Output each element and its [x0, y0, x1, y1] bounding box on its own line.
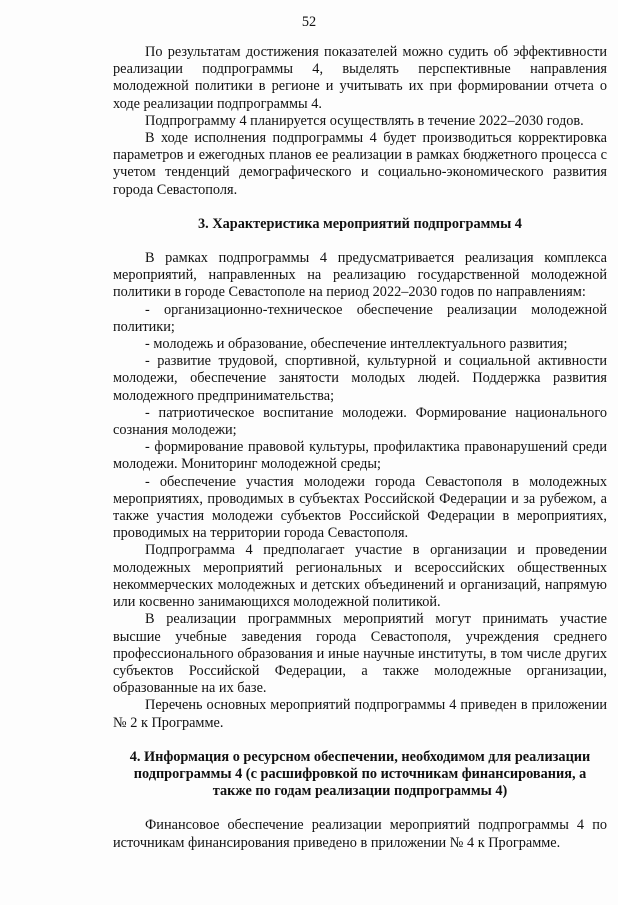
- intro-paragraph: По результатам достижения показателей можно судить об эффективности реализации подпрограммы 4, выделять перспективные направления молодежной политики в регионе и учитывать их при формировании отчета о ходе реализации подпрограммы 4.: [113, 44, 607, 112]
- direction-item: - патриотическое воспитание молодежи. Формирование национального сознания молодежи;: [113, 404, 607, 439]
- direction-item: - формирование правовой культуры, профилактика правонарушений среди молодежи. Мониторинг молодежной среды;: [113, 439, 607, 473]
- direction-item: - организационно-техническое обеспечение реализации молодежной политики;: [113, 301, 607, 335]
- section-4-paragraph: Финансовое обеспечение реализации мероприятий подпрограммы 4 по источникам финансирования приведено в приложении № 4 к Программе.: [113, 817, 607, 851]
- page-number: 52: [301, 14, 317, 30]
- section-3-paragraph: В реализации программных мероприятий могут принимать участие высшие учебные заведения города Севастополя, учреждения среднего профессионального образования и иные научные институты, в том числе других субъектов Российской Федерации, а также молодежные организации, образованные на их базе.: [113, 611, 607, 697]
- intro-paragraph: Подпрограмму 4 планируется осуществлять в течение 2022–2030 годов.: [145, 112, 584, 129]
- direction-item: - развитие трудовой, спортивной, культурной и социальной активности молодежи, обеспечение занятости молодых людей. Поддержка развития молодежного предпринимательства;: [113, 353, 607, 404]
- section-3-lead: В рамках подпрограммы 4 предусматривается реализация комплекса мероприятий, направленных на реализацию государственной молодежной политики в городе Севастополе на период 2022–2030 годов по направлениям:: [113, 250, 607, 301]
- section-3-heading: 3. Характеристика мероприятий подпрограммы 4: [198, 215, 522, 232]
- page-body: [113, 44, 607, 852]
- intro-paragraph: В ходе исполнения подпрограммы 4 будет производиться корректировка параметров и ежегодных планов ее реализации в рамках бюджетного процесса с учетом тенденций демографического и социально-экономического развития города Севастополя.: [113, 130, 607, 198]
- section-4-heading: 4. Информация о ресурсном обеспечении, необходимом для реализации подпрограммы 4 (с расшифровкой по источникам финансирования, а также по годам реализации подпрограммы 4): [129, 748, 591, 800]
- section-3-paragraph: Подпрограмма 4 предполагает участие в организации и проведении молодежных мероприятий региональных и всероссийских общественных некоммерческих молодежных и детских объединений и организаций, напрямую или косвенно занимающихся молодежной политикой.: [113, 542, 607, 611]
- direction-item: - обеспечение участия молодежи города Севастополя в молодежных мероприятиях, проводимых в субъектах Российской Федерации и за рубежом, а также участия молодежи субъектов Российской Федерации в мероприятиях, проводимых на территории города Севастополя.: [113, 473, 607, 542]
- direction-item: - молодежь и образование, обеспечение интеллектуального развития;: [145, 336, 568, 353]
- section-3-paragraph: Перечень основных мероприятий подпрограммы 4 приведен в приложении № 2 к Программе.: [113, 697, 607, 731]
